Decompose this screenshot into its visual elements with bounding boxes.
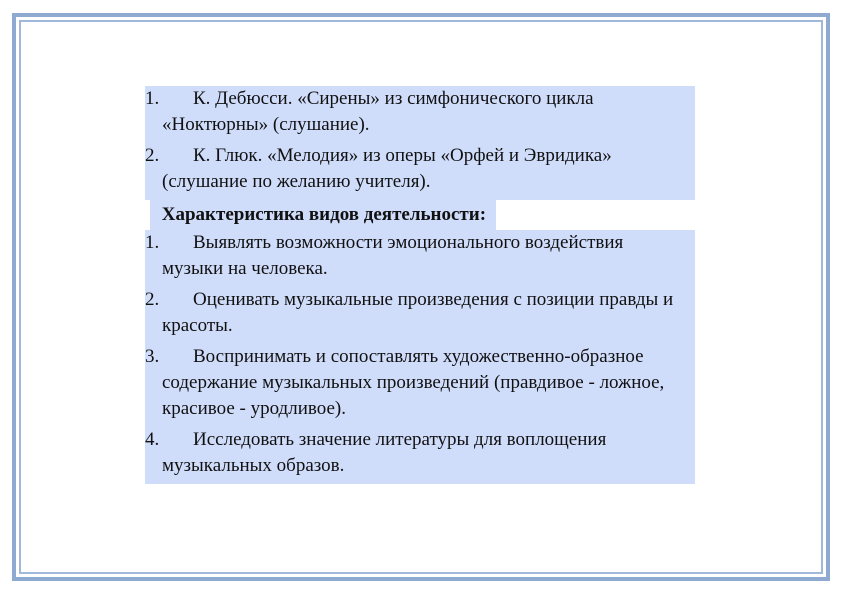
list-item-text: Выявлять возможности эмоционального воздействия музыки на человека. (162, 232, 624, 279)
listening-item-1 (145, 86, 695, 143)
slide-content (145, 86, 695, 484)
list-number: 2. (145, 289, 160, 310)
list-item-text: К. Дебюсси. «Сирены» из симфонического цикла «Ноктюрны» (слушание). (162, 88, 594, 135)
list-item-text: К. Глюк. «Мелодия» из оперы «Орфей и Эвридика» (слушание по желанию учителя). (162, 145, 612, 192)
list-number: 4. (145, 429, 160, 450)
list-number: 2. (145, 145, 160, 166)
listening-item-2 (145, 143, 695, 200)
list-item-text: Исследовать значение литературы для воплощения музыкальных образов. (162, 429, 607, 476)
list-number: 1. (145, 88, 160, 109)
activities-heading: Характеристика видов деятельности: (150, 200, 496, 230)
list-item-text: Воспринимать и сопоставлять художественно-образное содержание музыкальных произведений (правдивое - ложное, красивое - уродливое). (162, 346, 665, 419)
activity-item-3 (145, 344, 695, 427)
activity-item-1 (145, 230, 695, 287)
activities-heading-row (145, 200, 695, 230)
list-number: 3. (145, 346, 160, 367)
activity-item-2 (145, 287, 695, 344)
list-number: 1. (145, 232, 160, 253)
activity-item-4 (145, 427, 695, 484)
list-item-text: Оценивать музыкальные произведения с позиции правды и красоты. (162, 289, 674, 336)
